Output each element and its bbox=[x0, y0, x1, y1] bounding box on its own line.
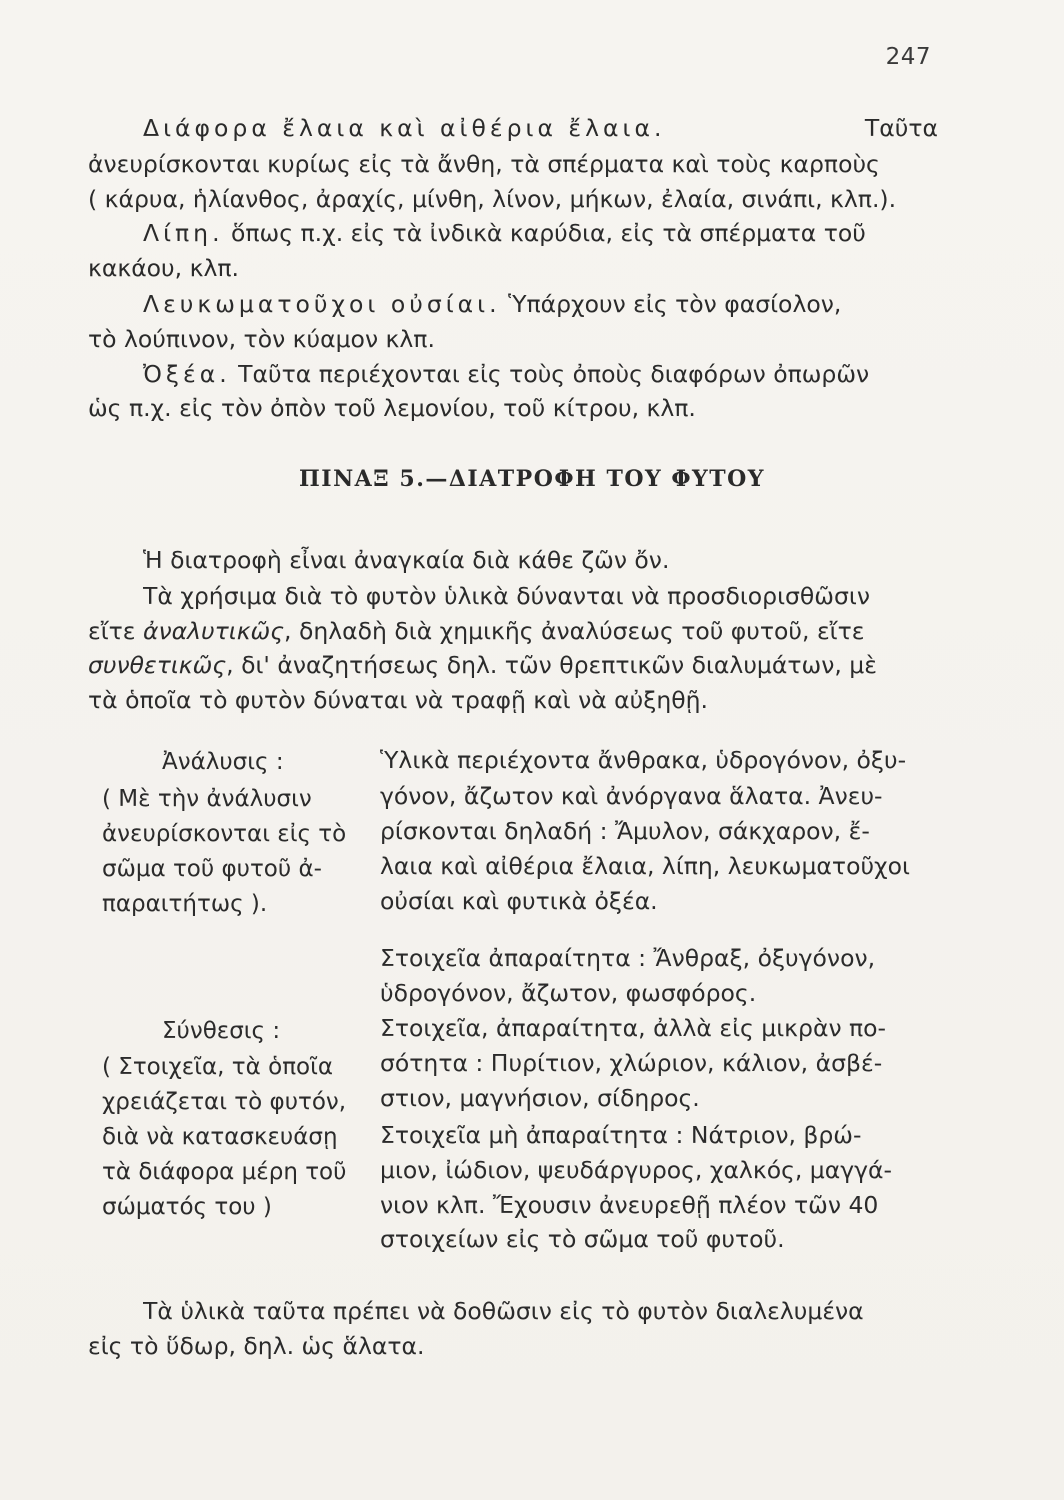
text-line: κακάου, κλπ. bbox=[88, 254, 239, 282]
analysis-text-line: ρίσκονται δηλαδή : Ἄμυλον, σάκχαρον, ἔ- bbox=[380, 817, 870, 845]
text-line bbox=[143, 111, 938, 145]
italic-term: ἀναλυτικῶς bbox=[142, 617, 285, 645]
text-line bbox=[143, 287, 938, 321]
synthesis-text-line: στοιχείων εἰς τὸ σῶμα τοῦ φυτοῦ. bbox=[380, 1225, 785, 1253]
synthesis-note-line: σώματός του ) bbox=[102, 1194, 272, 1220]
synthesis-label: Σύνθεσις : bbox=[162, 1018, 281, 1044]
spaced-term: Διάφορα ἔλαια καὶ αἰθέρια ἔλαια. bbox=[143, 114, 666, 142]
analysis-label: Ἀνάλυσις : bbox=[162, 749, 284, 775]
synthesis-text-line: ὑδρογόνον, ἄζωτον, φωσφόρος. bbox=[380, 979, 757, 1007]
italic-term: συνθετικῶς bbox=[88, 651, 227, 679]
analysis-text-line: γόνον, ἄζωτον καὶ ἀνόργανα ἅλατα. Ἀνευ- bbox=[380, 782, 883, 810]
synthesis-text-line: σότητα : Πυρίτιον, χλώριον, κάλιον, ἀσβέ- bbox=[380, 1049, 883, 1077]
text-run: Ταῦτα bbox=[864, 114, 938, 142]
text-line: τὰ ὁποῖα τὸ φυτὸν δύναται νὰ τραφῇ καὶ νὰ αὐξηθῇ. bbox=[88, 686, 708, 714]
text-line: Τὰ ὑλικὰ ταῦτα πρέπει νὰ δοθῶσιν εἰς τὸ φυτὸν διαλελυμένα bbox=[143, 1297, 864, 1325]
synthesis-note-line: διὰ νὰ κατασκευάσῃ bbox=[102, 1124, 338, 1150]
analysis-note-line: ἀνευρίσκονται εἰς τὸ bbox=[102, 821, 347, 847]
synthesis-note-line: χρειάζεται τὸ φυτόν, bbox=[102, 1089, 347, 1115]
spaced-term: Λίπη. bbox=[143, 219, 224, 247]
synthesis-note-line: ( Στοιχεῖα, τὰ ὁποῖα bbox=[102, 1054, 334, 1080]
text-run: , δι' ἀναζητήσεως δηλ. τῶν θρεπτικῶν διαλυμάτων, μὲ bbox=[226, 651, 877, 679]
synthesis-text-line: Στοιχεῖα ἀπαραίτητα : Ἄνθραξ, ὀξυγόνον, bbox=[380, 944, 876, 972]
text-line: Τὰ χρήσιμα διὰ τὸ φυτὸν ὑλικὰ δύνανται νὰ προσδιορισθῶσιν bbox=[143, 582, 870, 610]
page-number: 247 bbox=[885, 44, 931, 70]
synthesis-text-line: στιον, μαγνήσιον, σίδηρος. bbox=[380, 1084, 700, 1112]
synthesis-note-line: τὰ διάφορα μέρη τοῦ bbox=[102, 1159, 347, 1185]
text-line bbox=[143, 216, 938, 250]
text-run: Ταῦτα περιέχονται εἰς τοὺς ὀποὺς διαφόρων ὀπωρῶν bbox=[238, 360, 870, 388]
text-line bbox=[88, 648, 938, 682]
section-heading: ΠΙΝΑΞ 5.—ΔΙΑΤΡΟΦΗ ΤΟΥ ΦΥΤΟΥ bbox=[299, 466, 765, 492]
text-line bbox=[143, 357, 938, 391]
analysis-note-line: ( Μὲ τὴν ἀνάλυσιν bbox=[102, 786, 312, 812]
synthesis-text-line: Στοιχεῖα, ἀπαραίτητα, ἀλλὰ εἰς μικρὰν πο- bbox=[380, 1014, 887, 1042]
synthesis-text-line: μιον, ἰώδιον, ψευδάργυρος, χαλκός, μαγγά- bbox=[380, 1156, 893, 1184]
text-line: ( κάρυα, ἡλίανθος, ἀραχίς, μίνθη, λίνον, μήκων, ἐλαία, σινάπι, κλπ.). bbox=[88, 185, 897, 213]
text-run: , δηλαδὴ διὰ χημικῆς ἀναλύσεως τοῦ φυτοῦ, εἴτε bbox=[284, 617, 865, 645]
text-run: εἴτε bbox=[88, 617, 143, 645]
analysis-text-line: οὐσίαι καὶ φυτικὰ ὀξέα. bbox=[380, 887, 658, 915]
text-line: εἰς τὸ ὕδωρ, δηλ. ὡς ἅλατα. bbox=[88, 1332, 425, 1360]
spaced-term: Ὀξέα. bbox=[143, 360, 231, 388]
spaced-term: Λευκωματοῦχοι οὐσίαι. bbox=[143, 290, 501, 318]
analysis-text-line: λαια καὶ αἰθέρια ἔλαια, λίπη, λευκωματοῦχοι bbox=[380, 852, 910, 880]
text-line: τὸ λούπινον, τὸν κύαμον κλπ. bbox=[88, 325, 435, 353]
analysis-text-line: Ὑλικὰ περιέχοντα ἄνθρακα, ὑδρογόνον, ὀξυ- bbox=[380, 746, 907, 774]
analysis-note-line: σῶμα τοῦ φυτοῦ ἀ- bbox=[102, 856, 322, 882]
text-line: ἀνευρίσκονται κυρίως εἰς τὰ ἄνθη, τὰ σπέρματα καὶ τοὺς καρποὺς bbox=[88, 150, 880, 178]
synthesis-text-line: Στοιχεῖα μὴ ἀπαραίτητα : Νάτριον, βρώ- bbox=[380, 1121, 862, 1149]
analysis-note-line: παραιτήτως ). bbox=[102, 891, 268, 917]
synthesis-text-line: νιον κλπ. Ἔχουσιν ἀνευρεθῇ πλέον τῶν 40 bbox=[380, 1191, 879, 1219]
text-run: ὅπως π.χ. εἰς τὰ ἰνδικὰ καρύδια, εἰς τὰ σπέρματα τοῦ bbox=[231, 219, 866, 247]
text-line: Ἡ διατροφὴ εἶναι ἀναγκαία διὰ κάθε ζῶν ὄν. bbox=[143, 546, 670, 574]
text-line bbox=[88, 614, 938, 648]
text-run: Ὑπάρχουν εἰς τὸν φασίολον, bbox=[508, 290, 842, 318]
text-line: ὡς π.χ. εἰς τὸν ὀπὸν τοῦ λεμονίου, τοῦ κίτρου, κλπ. bbox=[88, 394, 696, 422]
